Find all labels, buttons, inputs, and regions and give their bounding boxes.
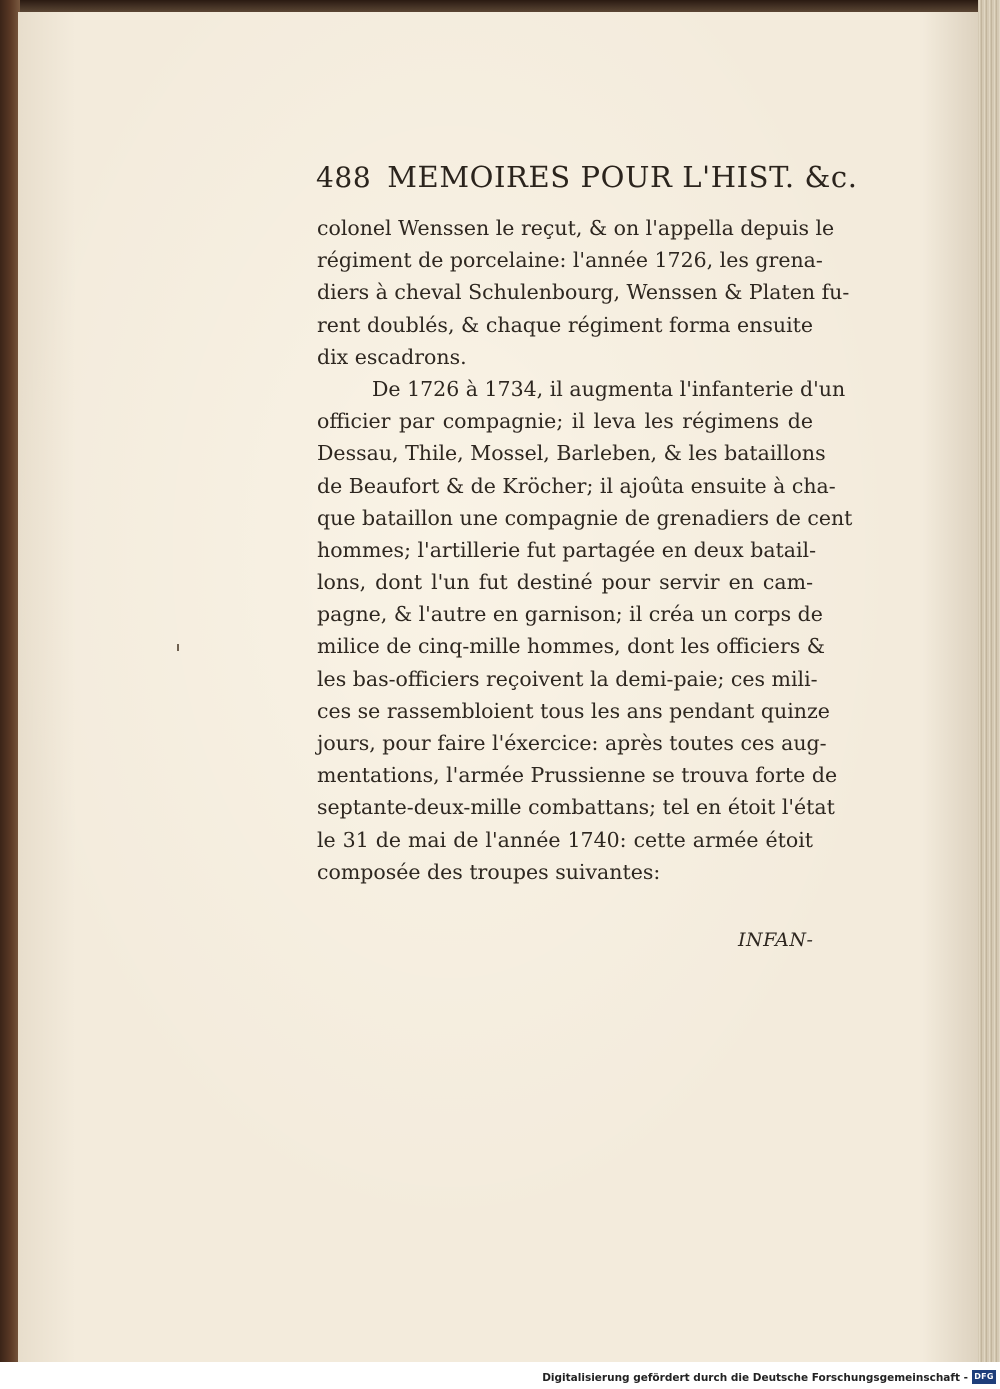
text-line: mentations, l'armée Prussienne se trouva forte de: [317, 763, 838, 788]
text-line: le 31 de mai de l'année 1740: cette armée étoit: [317, 827, 813, 852]
ink-mark: [177, 644, 179, 651]
text-line: rent doublés, & chaque régiment forma ensuite: [317, 312, 813, 337]
running-header: [316, 160, 858, 194]
text-line: les bas-officiers reçoivent la demi-paie; ces mili-: [317, 666, 818, 691]
dfg-logo-icon: DFG: [972, 1370, 996, 1384]
text-line: jours, pour faire l'éxercice: après toutes ces aug-: [317, 731, 827, 755]
text-line: dix escadrons.: [317, 344, 467, 369]
text-line: pagne, & l'autre en garnison; il créa un corps de: [317, 602, 823, 627]
text-line: hommes; l'artillerie fut partagée en deux batail-: [317, 537, 817, 562]
text-line: Dessau, Thile, Mossel, Barleben, & les bataillons: [317, 441, 826, 466]
text-line: ces se rassembloient tous les ans pendant quinze: [317, 698, 830, 723]
page-number: 488: [316, 161, 372, 194]
text-line: que bataillon une compagnie de grenadiers de cent: [317, 505, 853, 530]
text-line: De 1726 à 1734, il augmenta l'infanterie d'un: [372, 376, 846, 401]
running-title: MEMOIRES POUR L'HIST. &c.: [387, 160, 858, 194]
text-line: lons, dont l'un fut destiné pour servir en cam-: [317, 570, 813, 595]
text-line: de Beaufort & de Kröcher; il ajoûta ensuite à cha-: [317, 473, 836, 498]
text-line: régiment de porcelaine: l'année 1726, les grena-: [317, 248, 823, 273]
body-text: [317, 212, 853, 888]
catchword: INFAN-: [738, 929, 814, 951]
page-stack-right-edge: [978, 0, 1000, 1362]
text-line: diers à cheval Schulenbourg, Wenssen & Platen fu-: [317, 280, 850, 305]
text-line: milice de cinq-mille hommes, dont les officiers &: [317, 634, 826, 659]
funding-credit: Digitalisierung gefördert durch die Deutsche Forschungsgemeinschaft -: [542, 1372, 968, 1384]
text-line: septante-deux-mille combattans; tel en étoit l'état: [317, 795, 835, 820]
text-line: colonel Wenssen le reçut, & on l'appella depuis le: [317, 216, 835, 240]
book-binding-left-edge: [0, 0, 20, 1362]
text-line: officier par compagnie; il leva les régimens de: [317, 409, 813, 434]
text-line: composée des troupes suivantes:: [317, 859, 661, 884]
